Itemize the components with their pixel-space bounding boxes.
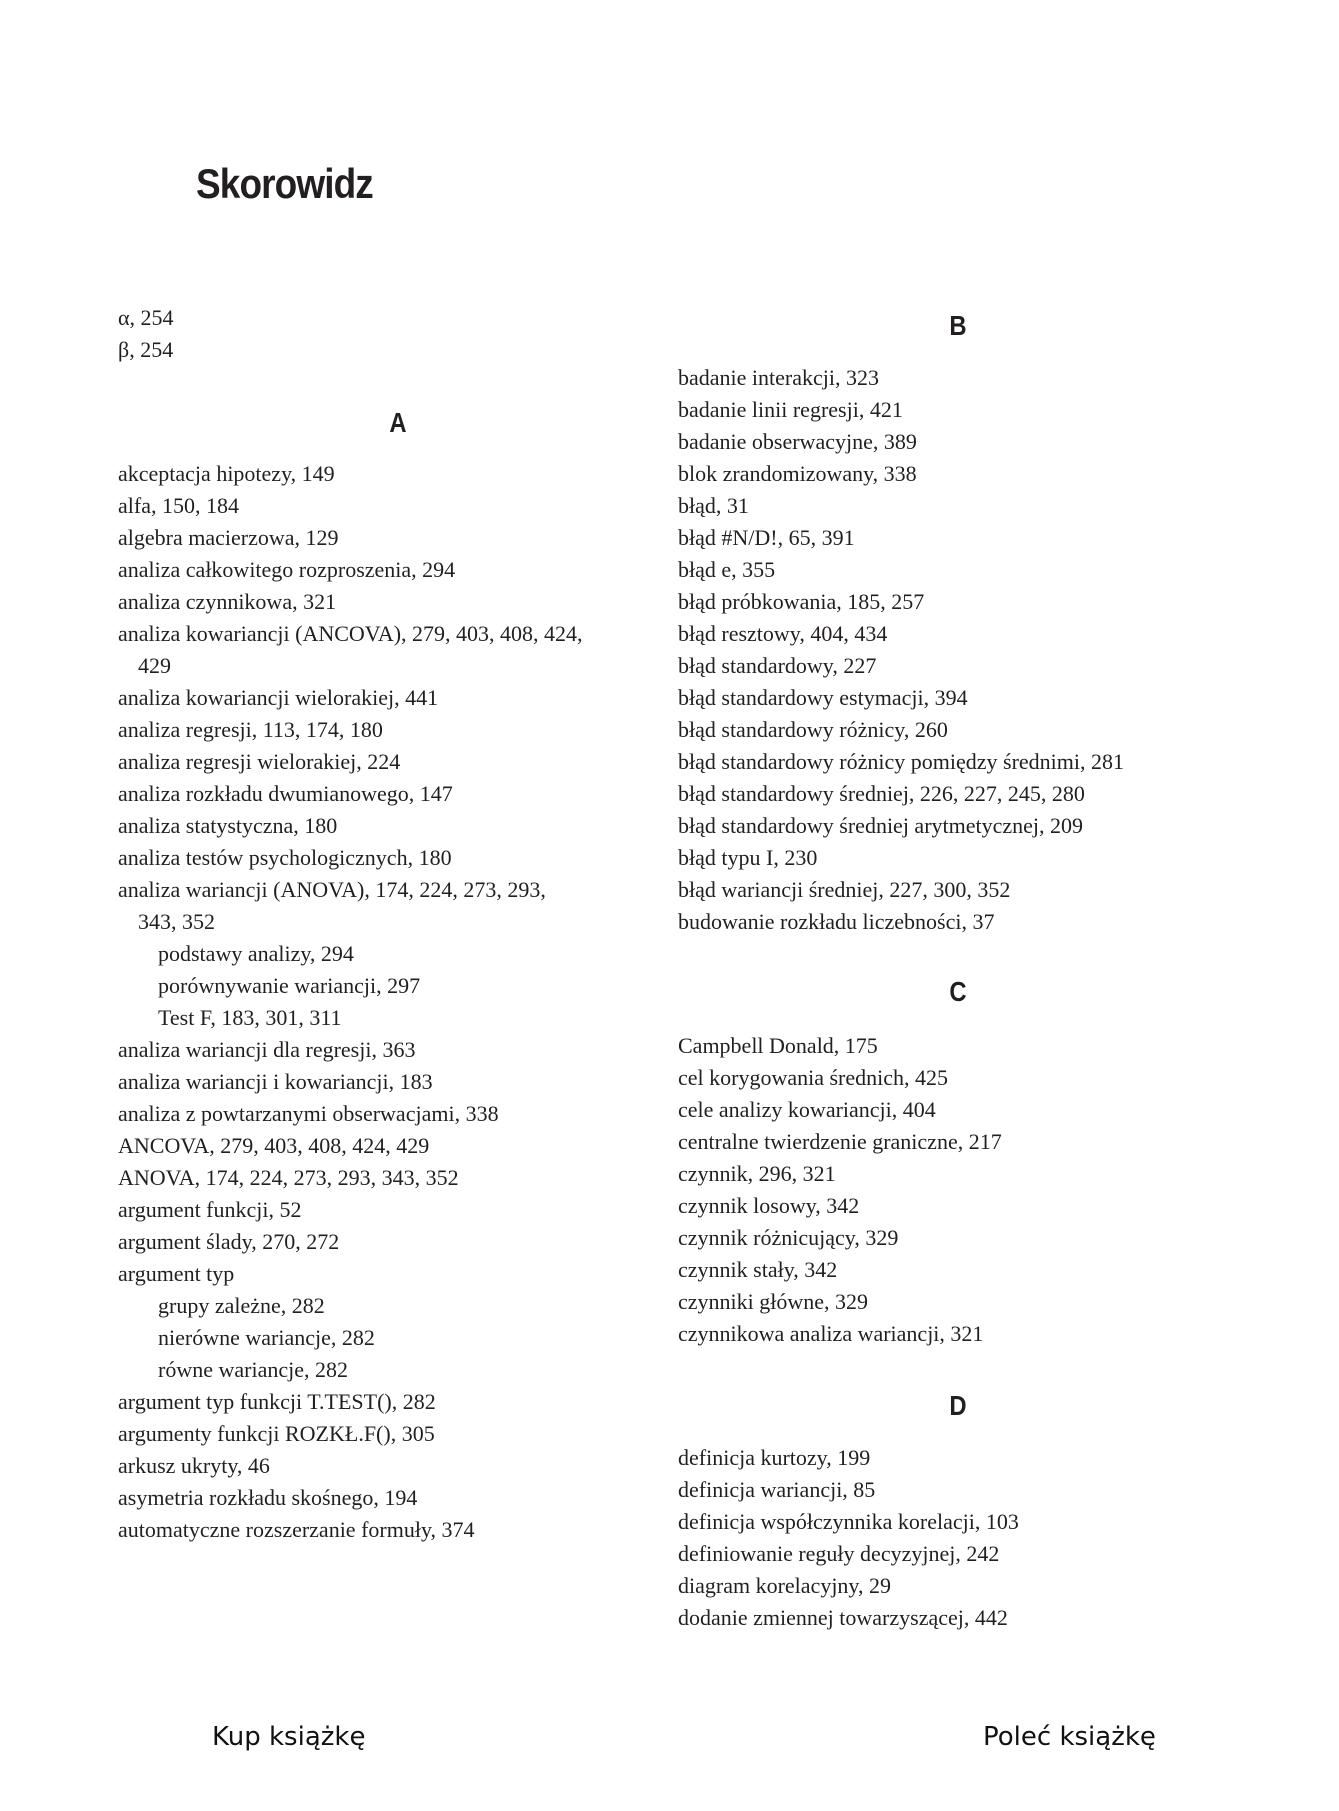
- index-entry: definicja kurtozy, 199: [678, 1445, 871, 1470]
- index-entry: cele analizy kowariancji, 404: [678, 1097, 936, 1122]
- index-entry: Campbell Donald, 175: [678, 1033, 878, 1058]
- index-entry: analiza wariancji dla regresji, 363: [118, 1037, 416, 1062]
- index-subentry: Test F, 183, 301, 311: [158, 1005, 342, 1030]
- index-entry: czynnik losowy, 342: [678, 1193, 860, 1218]
- index-entry: ANCOVA, 279, 403, 408, 424, 429: [118, 1133, 430, 1158]
- index-entry: argument typ funkcji T.TEST(), 282: [118, 1389, 436, 1414]
- section-letter-a: A: [389, 407, 407, 438]
- index-entry: badanie interakcji, 323: [678, 365, 879, 390]
- recommend-book-link[interactable]: Poleć książkę: [983, 1722, 1156, 1752]
- buy-book-link[interactable]: Kup książkę: [212, 1722, 366, 1752]
- index-entry: blok zrandomizowany, 338: [678, 461, 917, 486]
- index-entry: analiza regresji, 113, 174, 180: [118, 717, 383, 742]
- index-entry: algebra macierzowa, 129: [118, 525, 339, 550]
- index-entry: definiowanie reguły decyzyjnej, 242: [678, 1541, 1000, 1566]
- index-entry: czynnikowa analiza wariancji, 321: [678, 1321, 984, 1346]
- index-entry: argument typ: [118, 1261, 235, 1286]
- index-entry-beta: β, 254: [118, 337, 174, 362]
- index-subentry: podstawy analizy, 294: [158, 941, 354, 966]
- index-entry: definicja wariancji, 85: [678, 1477, 876, 1502]
- index-entry: asymetria rozkładu skośnego, 194: [118, 1485, 418, 1510]
- index-entry: błąd próbkowania, 185, 257: [678, 589, 925, 614]
- index-entry-continuation: 429: [138, 653, 171, 678]
- index-entry: błąd resztowy, 404, 434: [678, 621, 888, 646]
- index-entry: badanie linii regresji, 421: [678, 397, 903, 422]
- page-title: Skorowidz: [196, 160, 373, 207]
- index-entry: czynniki główne, 329: [678, 1289, 869, 1314]
- index-entry: argument ślady, 270, 272: [118, 1229, 340, 1254]
- index-entry: automatyczne rozszerzanie formuły, 374: [118, 1517, 475, 1542]
- index-entry: czynnik różnicujący, 329: [678, 1225, 899, 1250]
- index-entry: analiza wariancji i kowariancji, 183: [118, 1069, 433, 1094]
- index-entry: budowanie rozkładu liczebności, 37: [678, 909, 995, 934]
- index-entry: analiza kowariancji (ANCOVA), 279, 403, 408, 424,: [118, 621, 583, 646]
- index-entry-continuation: 343, 352: [138, 909, 215, 934]
- index-subentry: grupy zależne, 282: [158, 1293, 325, 1318]
- section-letter-d: D: [949, 1390, 967, 1421]
- index-entry: akceptacja hipotezy, 149: [118, 461, 335, 486]
- index-subentry: porównywanie wariancji, 297: [158, 973, 421, 998]
- index-entry: alfa, 150, 184: [118, 493, 239, 518]
- index-entry: analiza regresji wielorakiej, 224: [118, 749, 401, 774]
- index-entry: błąd #N/D!, 65, 391: [678, 525, 855, 550]
- index-entry: badanie obserwacyjne, 389: [678, 429, 917, 454]
- index-entry: ANOVA, 174, 224, 273, 293, 343, 352: [118, 1165, 459, 1190]
- index-entry: diagram korelacyjny, 29: [678, 1573, 891, 1598]
- index-entry: błąd standardowy różnicy pomiędzy średnimi, 281: [678, 749, 1125, 774]
- index-entry: analiza całkowitego rozproszenia, 294: [118, 557, 456, 582]
- index-entry: analiza testów psychologicznych, 180: [118, 845, 452, 870]
- index-subentry: równe wariancje, 282: [158, 1357, 348, 1382]
- index-entry: centralne twierdzenie graniczne, 217: [678, 1129, 1002, 1154]
- index-entry: błąd standardowy średniej arytmetycznej, 209: [678, 813, 1084, 838]
- index-entry: błąd e, 355: [678, 557, 776, 582]
- index-entry: analiza rozkładu dwumianowego, 147: [118, 781, 453, 806]
- index-entry: błąd standardowy różnicy, 260: [678, 717, 948, 742]
- index-entry-alpha: α, 254: [118, 305, 174, 330]
- index-entry: błąd standardowy, 227: [678, 653, 877, 678]
- section-letter-c: C: [949, 976, 967, 1007]
- index-entry: błąd, 31: [678, 493, 749, 518]
- index-entry: cel korygowania średnich, 425: [678, 1065, 949, 1090]
- index-entry: analiza kowariancji wielorakiej, 441: [118, 685, 439, 710]
- index-entry: analiza wariancji (ANOVA), 174, 224, 273, 293,: [118, 877, 546, 902]
- index-entry: czynnik stały, 342: [678, 1257, 838, 1282]
- index-entry: analiza czynnikowa, 321: [118, 589, 337, 614]
- index-entry: czynnik, 296, 321: [678, 1161, 836, 1186]
- index-subentry: nierówne wariancje, 282: [158, 1325, 375, 1350]
- section-letter-b: B: [949, 310, 967, 341]
- index-entry: argumenty funkcji ROZKŁ.F(), 305: [118, 1421, 435, 1446]
- index-entry: argument funkcji, 52: [118, 1197, 302, 1222]
- index-entry: analiza statystyczna, 180: [118, 813, 338, 838]
- index-entry: analiza z powtarzanymi obserwacjami, 338: [118, 1101, 499, 1126]
- index-entry: błąd standardowy estymacji, 394: [678, 685, 968, 710]
- index-entry: definicja współczynnika korelacji, 103: [678, 1509, 1019, 1534]
- index-entry: błąd standardowy średniej, 226, 227, 245, 280: [678, 781, 1085, 806]
- index-entry: błąd typu I, 230: [678, 845, 818, 870]
- index-entry: dodanie zmiennej towarzyszącej, 442: [678, 1605, 1008, 1630]
- index-entry: arkusz ukryty, 46: [118, 1453, 270, 1478]
- index-entry: błąd wariancji średniej, 227, 300, 352: [678, 877, 1011, 902]
